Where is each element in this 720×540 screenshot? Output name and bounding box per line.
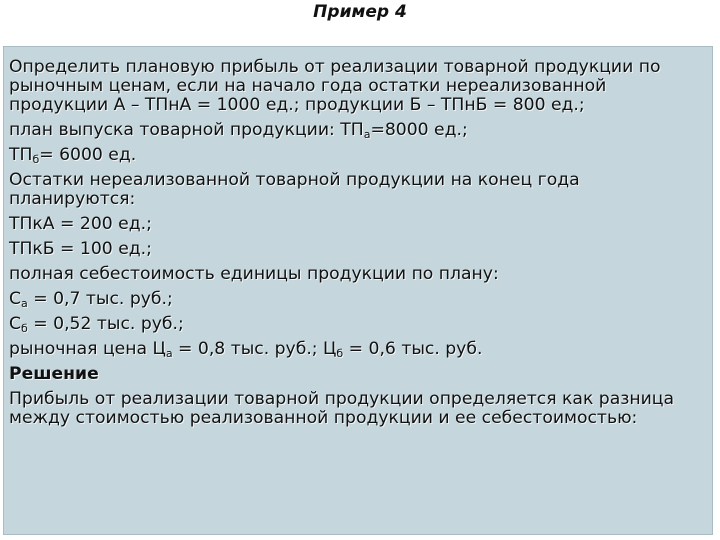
tpkb-line: ТПкБ = 100 ед.; [9,239,152,259]
solution-heading: Решение [9,364,99,384]
slide-content [9,58,709,434]
price-line-mid: = 0,8 тыс. руб.; Ц [172,339,337,359]
plan-line-sub: а [363,128,371,141]
cb-line-sub: б [21,322,28,335]
tpb-line [9,146,709,165]
cost-intro: полная себестоимость единицы продукции по плану: [9,264,499,284]
price-line-rest: = 0,6 тыс. руб. [343,339,483,359]
cb-line-text: С [9,314,22,334]
task-text: Определить плановую прибыль от реализации товарной продукции по рыночным ценам, если на начало года остатки нереализованной продукции А – ТПнА = 1000 ед.; продукции Б – ТПнБ = 800 ед.; [9,57,661,115]
tpka-line: ТПкА = 200 ед.; [9,214,152,234]
ca-line-rest: = 0,7 тыс. руб.; [27,289,173,309]
remains-line: Остатки нереализованной товарной продукции на конец года планируются: [9,170,580,209]
ca-line-sub: а [21,297,28,310]
solution-text: Прибыль от реализации товарной продукции определяется как разница между стоимостью реализованной продукции и ее себестоимостью: [9,389,675,428]
cb-line-rest: = 0,52 тыс. руб.; [27,314,184,334]
tpb-line-sub: б [32,153,40,166]
price-line-sub2: б [336,347,344,360]
tpb-line-rest: = 6000 ед. [39,145,137,165]
ca-line-text: С [9,289,22,309]
ca-line [9,290,709,309]
price-line-sub1: а [165,347,173,360]
tpb-line-text: ТП [9,145,33,165]
price-line-text: рыночная цена Ц [9,339,166,359]
plan-line [9,121,709,140]
slide-title: Пример 4 [313,2,407,22]
cb-line [9,315,709,334]
price-line [9,340,709,359]
plan-line-text: план выпуска товарной продукции: ТП [9,120,364,140]
plan-line-rest: =8000 ед.; [370,120,468,140]
